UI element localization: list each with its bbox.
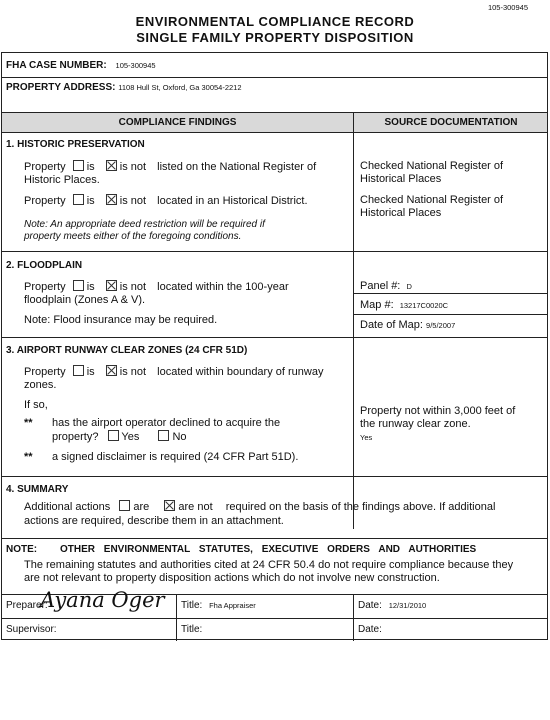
case-number-label: FHA CASE NUMBER:	[6, 60, 107, 71]
map-date-field: Date of Map: 9/5/2007	[360, 319, 456, 331]
runway-finding-cont: zones.	[24, 379, 57, 391]
findings-header: COMPLIANCE FINDINGS	[118, 117, 237, 128]
form-frame	[1, 52, 548, 640]
note-label: NOTE:	[6, 544, 38, 555]
summary-line-1: Additional actions are are not required on the basis of the findings above. If additional	[24, 501, 496, 513]
bullet: **	[24, 451, 33, 463]
are-not-checkbox[interactable]	[164, 500, 175, 511]
summary-heading: 4. SUMMARY	[6, 484, 69, 495]
divider	[2, 538, 547, 539]
property-address-label: PROPERTY ADDRESS:	[6, 82, 116, 93]
preparer-title-field: Title: Fha Appraiser	[181, 600, 256, 611]
preparer-signature: Ayana Oger	[40, 588, 165, 612]
divider	[2, 77, 547, 78]
historic-preservation-heading: 1. HISTORIC PRESERVATION	[6, 139, 145, 150]
property-address-value: 1108 Hull St, Oxford, Ga 30054-2212	[118, 83, 242, 92]
airport-question: has the airport operator declined to acquire the property? Yes No	[52, 417, 281, 443]
historic-district-finding: Property is is not located in an Historical District.	[24, 195, 308, 207]
airport-heading: 3. AIRPORT RUNWAY CLEAR ZONES (24 CFR 51D)	[6, 345, 248, 356]
is-checkbox[interactable]	[73, 365, 84, 376]
disclaimer-requirement: a signed disclaimer is required (24 CFR Part 51D).	[52, 451, 299, 463]
summary-line-2: actions are required, describe them in an attachment.	[24, 515, 284, 527]
property-address-field	[6, 82, 242, 94]
floodplain-heading: 2. FLOODPLAIN	[6, 260, 83, 271]
supervisor-title-label: Title:	[181, 624, 203, 635]
is-not-checkbox[interactable]	[106, 280, 117, 291]
is-checkbox[interactable]	[73, 194, 84, 205]
is-not-checkbox[interactable]	[106, 194, 117, 205]
divider	[2, 618, 547, 619]
note-heading: OTHER ENVIRONMENTAL STATUTES, EXECUTIVE ORDERS AND AUTHORITIES	[60, 544, 477, 555]
form-title	[0, 14, 550, 46]
floodplain-finding: Property is is not located within the 100-year	[24, 281, 289, 293]
divider	[2, 476, 547, 477]
is-not-checkbox[interactable]	[106, 365, 117, 376]
note-text: The remaining statutes and authorities cited at 24 CFR 50.4 do not require compliance because they are not relevant to property disposition actions which do not involve new construction.	[24, 559, 514, 584]
bullet: **	[24, 417, 33, 429]
runway-finding: Property is is not located within boundary of runway	[24, 366, 324, 378]
form-id: 105-300945	[487, 3, 528, 12]
flood-insurance-note: Note: Flood insurance may be required.	[24, 314, 218, 326]
floodplain-finding-cont: floodplain (Zones A & V).	[24, 294, 146, 306]
divider	[353, 314, 547, 315]
divider	[2, 132, 547, 133]
title-line-1: ENVIRONMENTAL COMPLIANCE RECORD	[135, 14, 415, 29]
no-checkbox[interactable]	[158, 430, 169, 441]
case-number-field	[6, 60, 156, 72]
historic-register-finding: Property is is not listed on the National Register of	[24, 161, 317, 173]
if-so-label: If so,	[24, 399, 48, 411]
supervisor-date-label: Date:	[358, 624, 382, 635]
preparer-label: Preparer:	[6, 600, 48, 611]
historic-note-line-2: property meets either of the foregoing conditions.	[24, 231, 242, 242]
source-header: SOURCE DOCUMENTATION	[384, 117, 518, 128]
are-checkbox[interactable]	[119, 500, 130, 511]
preparer-date-field: Date: 12/31/2010	[358, 600, 427, 611]
title-line-2: SINGLE FAMILY PROPERTY DISPOSITION	[136, 30, 414, 45]
panel-number-field: Panel #: D	[360, 280, 412, 292]
case-number-value: 105-300945	[115, 61, 156, 70]
map-number-field: Map #: 13217C0020C	[360, 299, 449, 311]
is-checkbox[interactable]	[73, 160, 84, 171]
yes-checkbox[interactable]	[108, 430, 119, 441]
historic-note-line-1: Note: An appropriate deed restriction will be required if	[24, 219, 265, 230]
is-checkbox[interactable]	[73, 280, 84, 291]
historic-register-finding-cont: Historic Places.	[24, 174, 100, 186]
is-not-checkbox[interactable]	[106, 160, 117, 171]
historic-source-2: Checked National Register of Historical Places	[360, 194, 504, 219]
historic-source-1: Checked National Register of Historical Places	[360, 160, 504, 185]
divider	[2, 251, 547, 252]
divider	[353, 293, 547, 294]
divider	[2, 337, 547, 338]
column-divider	[353, 112, 354, 529]
supervisor-label: Supervisor:	[6, 624, 57, 635]
airport-source: Property not within 3,000 feet of the runway clear zone. Yes	[360, 405, 516, 442]
